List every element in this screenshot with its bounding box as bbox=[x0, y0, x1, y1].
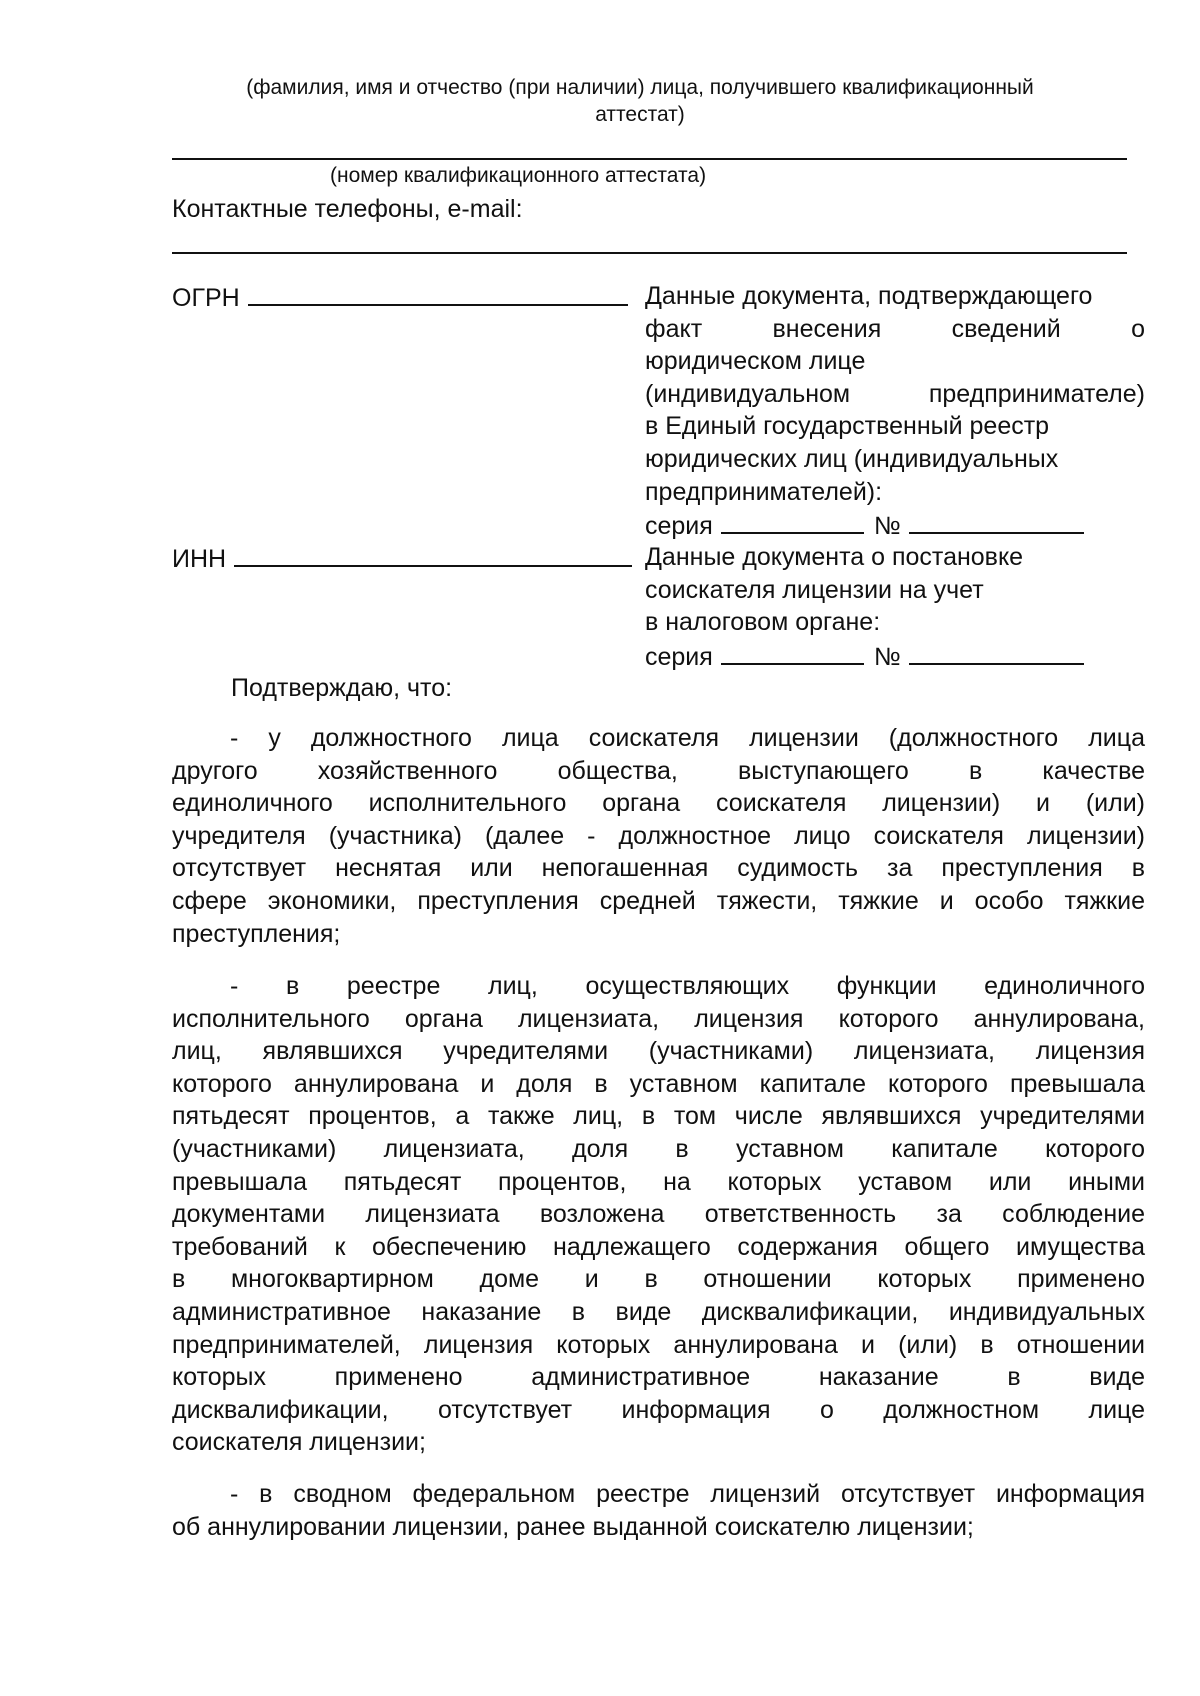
p2-line-11: административное наказание в виде дисквалификации, индивидуальных bbox=[172, 1297, 1145, 1326]
p2-line-3: лиц, являвшихся учредителями (участниками) лицензиата, лицензия bbox=[172, 1037, 1145, 1066]
p2-line-12: предпринимателей, лицензия которых аннулирована и (или) в отношении bbox=[172, 1330, 1145, 1359]
p1-line-5: отсутствует неснятая или непогашенная судимость за преступления в bbox=[172, 854, 1145, 883]
p1-line-4: учредителя (участника) (далее - должностное лицо соискателя лицензии) bbox=[172, 821, 1145, 850]
inn-field bbox=[172, 541, 632, 576]
paragraph-1 bbox=[172, 722, 1145, 950]
ogrn-label: ОГРН bbox=[172, 284, 240, 312]
ogrn-series-label: серия bbox=[645, 512, 713, 541]
p2-line-7: превышала пятьдесят процентов, на которых уставом или иными bbox=[172, 1167, 1145, 1196]
p3-line-2: об аннулировании лицензии, ранее выданной соискателю лицензии; bbox=[172, 1512, 974, 1541]
ogrn-series-row bbox=[645, 508, 1145, 543]
paragraph-2 bbox=[172, 970, 1145, 1459]
ogrn-input-line[interactable] bbox=[248, 280, 628, 306]
ogrn-doc-line-2: факт внесения сведений о bbox=[645, 314, 1145, 343]
p2-line-8: документами лицензиата возложена ответственность за соблюдение bbox=[172, 1200, 1145, 1229]
p2-line-10: в многоквартирном доме и в отношении которых применено bbox=[172, 1265, 1145, 1294]
inn-doc-line-1: Данные документа о постановке bbox=[645, 543, 1024, 571]
ogrn-field bbox=[172, 280, 628, 315]
ogrn-doc-line-1: Данные документа, подтверждающего bbox=[645, 282, 1093, 310]
inn-doc-line-3: в налоговом органе: bbox=[645, 608, 881, 637]
inn-input-line[interactable] bbox=[234, 541, 632, 567]
inn-doc-line-2: соискателя лицензии на учет bbox=[645, 575, 984, 604]
inn-series-input-line[interactable] bbox=[721, 639, 864, 665]
ogrn-number-label: № bbox=[873, 512, 901, 541]
p2-line-1: - в реестре лиц, осуществляющих функции единоличного bbox=[230, 972, 1145, 1000]
inn-number-label: № bbox=[873, 642, 901, 671]
p1-line-3: единоличного исполнительного органа соискателя лицензии) и (или) bbox=[172, 789, 1145, 818]
p1-line-7: преступления; bbox=[172, 919, 341, 948]
ogrn-doc-line-7: предпринимателей): bbox=[645, 477, 883, 506]
ogrn-document-block bbox=[645, 280, 1145, 543]
ogrn-doc-line-5: в Единый государственный реестр bbox=[645, 412, 1050, 441]
p2-line-9: требований к обеспечению надлежащего содержания общего имущества bbox=[172, 1232, 1145, 1261]
fio-caption bbox=[150, 74, 1130, 128]
contacts-label: Контактные телефоны, e-mail: bbox=[172, 195, 523, 223]
contacts-line[interactable] bbox=[172, 252, 1127, 254]
confirm-heading: Подтверждаю, что: bbox=[231, 674, 453, 702]
p2-line-5: пятьдесят процентов, а также лиц, в том числе являвшихся учредителями bbox=[172, 1102, 1145, 1131]
p2-line-15: соискателя лицензии; bbox=[172, 1428, 426, 1457]
ogrn-series-input-line[interactable] bbox=[721, 508, 864, 534]
ogrn-doc-line-4: (индивидуальном предпринимателе) bbox=[645, 379, 1145, 408]
inn-series-label: серия bbox=[645, 642, 713, 671]
ogrn-number-input-line[interactable] bbox=[909, 508, 1084, 534]
attestat-number-line[interactable] bbox=[172, 158, 1127, 160]
paragraph-3 bbox=[172, 1478, 1145, 1543]
inn-series-row bbox=[645, 639, 1145, 674]
inn-label: ИНН bbox=[172, 545, 227, 573]
p1-line-2: другого хозяйственного общества, выступающего в качестве bbox=[172, 756, 1145, 785]
inn-document-block bbox=[645, 541, 1145, 673]
p2-line-13: которых применено административное наказание в виде bbox=[172, 1363, 1145, 1392]
attestat-caption: (номер квалификационного аттестата) bbox=[330, 164, 707, 187]
p1-line-6: сфере экономики, преступления средней тяжести, тяжкие и особо тяжкие bbox=[172, 886, 1145, 915]
ogrn-doc-line-3: юридическом лице bbox=[645, 347, 866, 376]
p3-line-1: - в сводном федеральном реестре лицензий отсутствует информация bbox=[230, 1480, 1145, 1508]
p2-line-2: исполнительного органа лицензиата, лицензия которого аннулирована, bbox=[172, 1004, 1145, 1033]
p1-line-1: - у должностного лица соискателя лицензии (должностного лица bbox=[230, 724, 1145, 752]
ogrn-doc-line-6: юридических лиц (индивидуальных bbox=[645, 444, 1059, 473]
p2-line-14: дисквалификации, отсутствует информация о должностном лице bbox=[172, 1395, 1145, 1424]
fio-caption-line-1: (фамилия, имя и отчество (при наличии) лица, получившего квалификационный bbox=[246, 76, 1034, 99]
p2-line-6: (участниками) лицензиата, доля в уставном капитале которого bbox=[172, 1134, 1145, 1163]
fio-caption-line-2: аттестат) bbox=[595, 103, 685, 126]
p2-line-4: которого аннулирована и доля в уставном капитале которого превышала bbox=[172, 1069, 1145, 1098]
inn-number-input-line[interactable] bbox=[909, 639, 1084, 665]
